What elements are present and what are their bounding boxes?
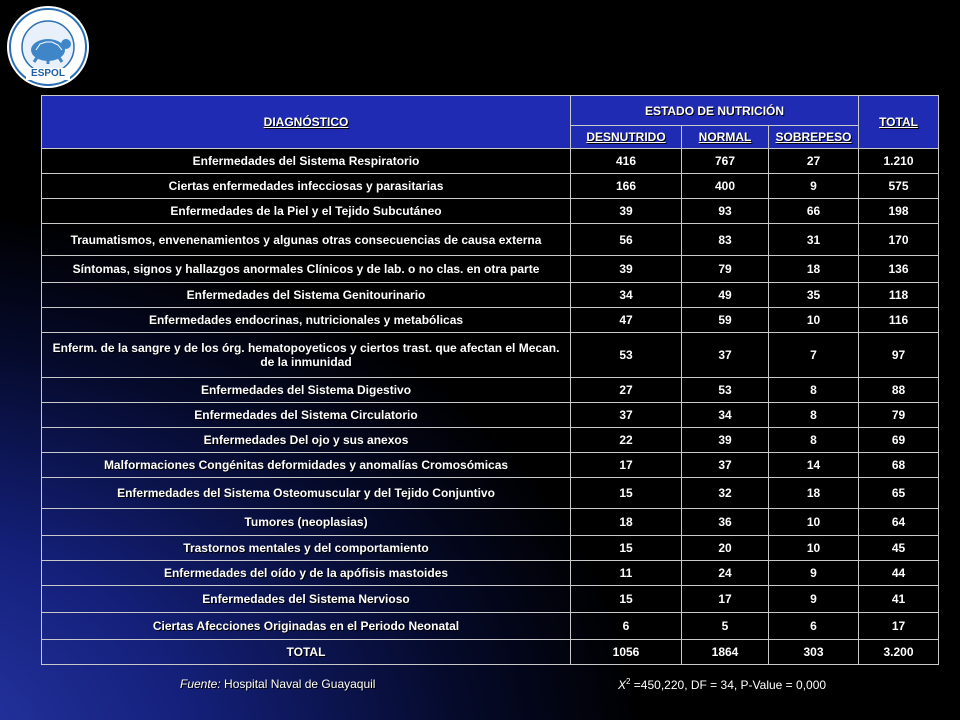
table-row: Enfermedades del oído y de la apófisis mastoides 11 24 9 44: [42, 561, 939, 586]
diagnosis-table: [41, 95, 939, 665]
chi-square-note: [618, 677, 826, 692]
totals-row: TOTAL 1056 1864 303 3.200: [42, 640, 939, 665]
table-row: Tumores (neoplasias) 18 36 10 64: [42, 509, 939, 536]
table-row: Enfermedades del Sistema Respiratorio 416 767 27 1.210: [42, 149, 939, 174]
table-row: Enfermedades del Sistema Circulatorio 37 34 8 79: [42, 403, 939, 428]
logo-abbr: ESPOL: [31, 68, 65, 79]
header-total: TOTAL: [859, 96, 939, 149]
table-row: Traumatismos, envenenamientos y algunas otras consecuencias de causa externa 56 83 31 170: [42, 224, 939, 256]
header-diagnosis: DIAGNÓSTICO: [42, 96, 571, 149]
table-row: Enfermedades del Sistema Osteomuscular y del Tejido Conjuntivo 15 32 18 65: [42, 478, 939, 509]
header-nutrition-state: ESTADO DE NUTRICIÓN: [571, 96, 859, 126]
source-note: [180, 677, 375, 691]
table-row: Enfermedades del Sistema Digestivo 27 53 8 88: [42, 378, 939, 403]
table-row: Ciertas Afecciones Originadas en el Periodo Neonatal 6 5 6 17: [42, 613, 939, 640]
table-row: Enfermedades del Sistema Nervioso 15 17 9 41: [42, 586, 939, 613]
table-row: Enfermedades de la Piel y el Tejido Subcutáneo 39 93 66 198: [42, 199, 939, 224]
stat-superscript: 2: [626, 677, 631, 686]
table-row: Síntomas, signos y hallazgos anormales Clínicos y de lab. o no clas. en otra parte 39 79 18 136: [42, 256, 939, 283]
table-row: Enfermedades del Sistema Genitourinario 34 49 35 118: [42, 283, 939, 308]
table-row: Enfermedades Del ojo y sus anexos 22 39 8 69: [42, 428, 939, 453]
stat-text: =450,220, DF = 34, P-Value = 0,000: [630, 678, 827, 692]
table-row: Enferm. de la sangre y de los órg. hematopoyeticos y ciertos trast. que afectan el Mecan. de la inmunidad 53 37 7 97: [42, 333, 939, 378]
table-row: Ciertas enfermedades infecciosas y parasitarias 166 400 9 575: [42, 174, 939, 199]
stat-symbol: X: [618, 678, 627, 692]
header-desnutrido: DESNUTRIDO: [571, 126, 682, 149]
table-row: Trastornos mentales y del comportamiento 15 20 10 45: [42, 536, 939, 561]
source-value: Hospital Naval de Guayaquil: [224, 677, 376, 691]
source-label: Fuente:: [180, 677, 221, 691]
table-row: Malformaciones Congénitas deformidades y anomalías Cromosómicas 17 37 14 68: [42, 453, 939, 478]
header-sobrepeso: SOBREPESO: [769, 126, 859, 149]
espol-logo: [4, 4, 92, 90]
header-normal: NORMAL: [682, 126, 769, 149]
table-row: Enfermedades endocrinas, nutricionales y metabólicas 47 59 10 116: [42, 308, 939, 333]
